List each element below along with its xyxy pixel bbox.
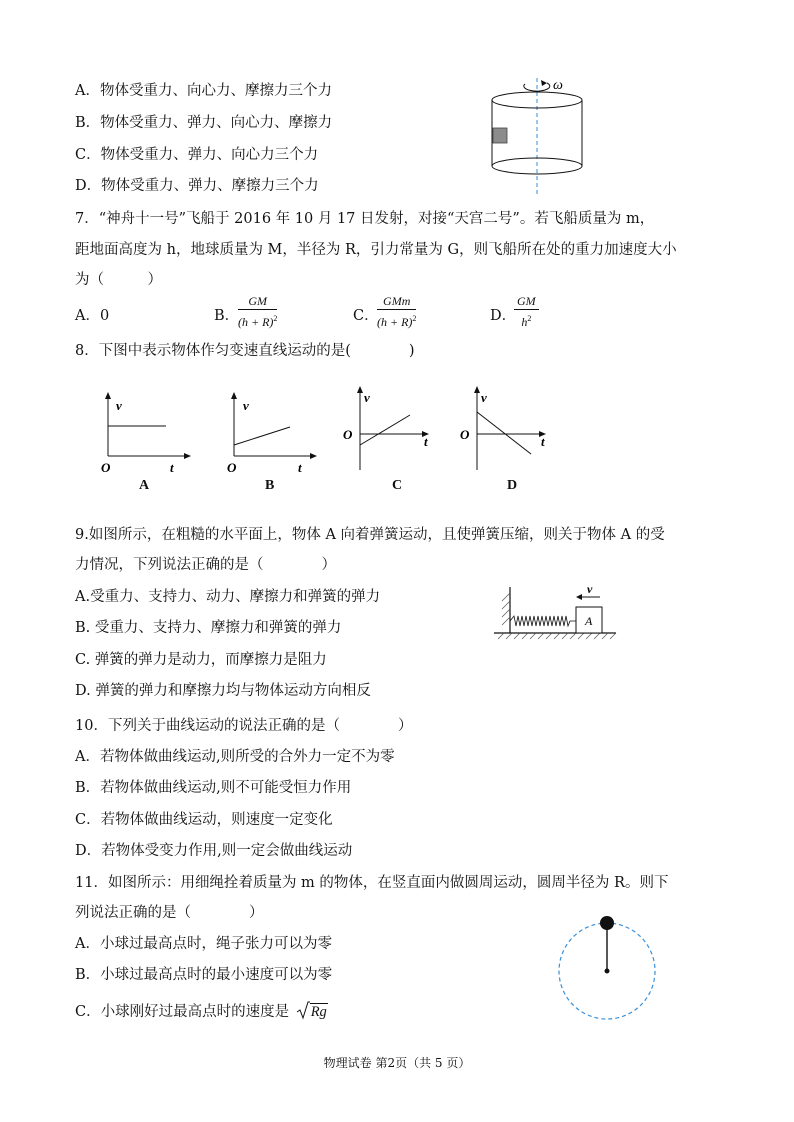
q7-option-d-exponent: 2 (527, 314, 532, 323)
vt-graph-c (340, 384, 440, 474)
q7-option-b-label: B． (214, 308, 240, 324)
q9-option-c: C. 弹簧的弹力是动力，而摩擦力是阻力 (75, 652, 327, 668)
q6-option-d: D．物体受重力、弹力、摩擦力三个力 (75, 178, 319, 194)
q10-option-d: D．若物体受变力作用,则一定会做曲线运动 (75, 843, 353, 859)
q7-option-c-numerator: GMm (377, 294, 416, 310)
velocity-label: v (587, 583, 593, 596)
q9-option-a: A.受重力、支持力、动力、摩擦力和弹簧的弹力 (75, 589, 381, 605)
q7-option-c-fraction (377, 294, 416, 330)
block-a-label: A (585, 614, 593, 628)
spring-block-figure (490, 583, 620, 643)
graph-d-letter: D (507, 478, 518, 493)
q11-option-c-text: C．小球刚好过最高点时的速度是 (75, 1004, 290, 1020)
graph-d-t-label: t (541, 434, 545, 449)
graph-a-origin-label: O (101, 460, 111, 475)
q10-stem: 10．下列关于曲线运动的说法正确的是（ ） (75, 718, 413, 734)
q9-option-b: B. 受重力、支持力、摩擦力和弹簧的弹力 (75, 620, 342, 636)
q9-stem-line-1: 9.如图所示，在粗糙的水平面上，物体 A 向着弹簧运动，且使弹簧压缩，则关于物体 A 的受 (75, 527, 665, 543)
vt-graph-d (457, 384, 557, 474)
sqrt-symbol (296, 1000, 310, 1020)
graph-d-origin-label: O (460, 427, 470, 442)
q7-option-d-numerator: GM (514, 294, 539, 310)
page-footer: 物理试卷 第2页（共 5 页） (323, 1056, 471, 1070)
graph-c-letter: C (392, 478, 403, 493)
graph-c-v-label: v (364, 390, 370, 405)
cylinder-block (493, 128, 507, 143)
q11-option-c (75, 1000, 328, 1022)
q7-option-c-denominator: (h + R) (377, 315, 413, 329)
q11-option-c-radicand: Rg (310, 1004, 327, 1020)
q7-option-b-fraction (238, 294, 277, 330)
q10-option-b: B．若物体做曲线运动,则不可能受恒力作用 (75, 780, 352, 796)
graph-c-origin-label: O (343, 427, 353, 442)
graph-b-origin-label: O (227, 460, 237, 475)
q7-stem-line-3: 为（ ） (75, 272, 162, 288)
q7-option-b-numerator: GM (238, 294, 277, 310)
q11-option-a: A．小球过最高点时，绳子张力可以为零 (75, 936, 332, 952)
graph-a-v-label: v (116, 398, 122, 413)
graph-b-letter: B (265, 478, 275, 493)
graph-b-t-label: t (298, 460, 302, 475)
q11-stem-line-1: 11．如图所示：用细绳拴着质量为 m 的物体，在竖直面内做圆周运动，圆周半径为 R。则下 (75, 875, 669, 891)
ball (600, 916, 614, 930)
q11-stem-line-2: 列说法正确的是（ ） (75, 905, 264, 921)
q7-option-b-exponent: 2 (273, 314, 278, 323)
q9-option-d: D. 弹簧的弹力和摩擦力均与物体运动方向相反 (75, 683, 371, 699)
q7-option-d-label: D． (490, 308, 517, 324)
q10-option-a: A．若物体做曲线运动,则所受的合外力一定不为零 (75, 749, 395, 765)
q6-option-c: C．物体受重力、弹力、向心力三个力 (75, 147, 319, 163)
omega-label: ω (553, 78, 563, 93)
q7-option-c-label: C． (353, 308, 379, 324)
graph-a-t-label: t (170, 460, 174, 475)
q9-stem-line-2: 力情况，下列说法正确的是（ ） (75, 557, 336, 573)
spring (510, 616, 576, 626)
graph-d-v-label: v (481, 390, 487, 405)
vt-graph-a (96, 390, 196, 476)
graph-c-t-label: t (424, 434, 428, 449)
q7-option-b-denominator: (h + R) (238, 315, 274, 329)
q11-option-b: B．小球过最高点时的最小速度可以为零 (75, 967, 333, 983)
graph-a-letter: A (139, 478, 150, 493)
vertical-circle-figure (552, 912, 662, 1022)
q7-option-c-exponent: 2 (412, 314, 417, 323)
q10-option-c: C．若物体做曲线运动，则速度一定变化 (75, 812, 333, 828)
q7-stem-line-2: 距地面高度为 h，地球质量为 M，半径为 R，引力常量为 G，则飞船所在处的重力加速度大小 (75, 242, 677, 258)
q7-stem-line-1: 7．“神舟十一号”飞船于 2016 年 10 月 17 日发射，对接“天宫二号”。若飞船质量为 m， (75, 211, 655, 227)
q6-option-a: A．物体受重力、向心力、摩擦力三个力 (75, 83, 332, 99)
q7-option-d-fraction (514, 294, 539, 330)
q6-option-b: B．物体受重力、弹力、向心力、摩擦力 (75, 115, 333, 131)
vt-graph-b (222, 390, 322, 476)
q7-option-d-denominator: h (521, 315, 528, 329)
graph-b-v-label: v (243, 398, 249, 413)
q7-option-a: A．0 (75, 308, 110, 324)
rotating-cylinder-figure (485, 74, 605, 196)
q8-stem: 8．下图中表示物体作匀变速直线运动的是( ) (75, 343, 415, 359)
